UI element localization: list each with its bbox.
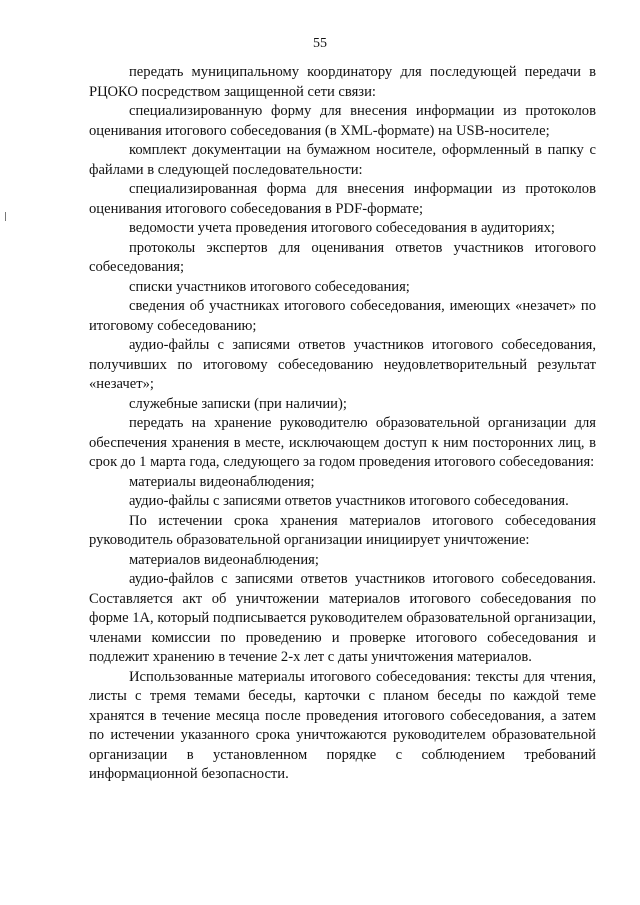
paragraph-11: передать на хранение руководителю образовательной организации для обеспечения хранения в месте, исключающем доступ к ним посторонних лиц, в срок до 1 марта года, следующего за годом проведения итогового собеседования: [89, 415, 596, 470]
paragraph-5: ведомости учета проведения итогового собеседования в аудиториях; [129, 220, 555, 236]
margin-mark [5, 212, 6, 221]
paragraph-15: материалов видеонаблюдения; [129, 551, 319, 568]
paragraph-10: служебные записки (при наличии); [129, 395, 347, 412]
paragraph-17: Использованные материалы итогового собеседования: тексты для чтения, листы с тремя темами беседы, карточки с планом беседы по каждой теме хранятся в течение месяца после проведения итогового собеседования, а затем по истечении указанного срока уничтожаются руководителем образовательной организации в установленном порядке с соблюдением требований информационной безопасности. [89, 668, 596, 782]
paragraph-7: списки участников итогового собеседования; [129, 278, 410, 295]
paragraph-13: аудио-файлы с записями ответов участников итогового собеседования. [129, 493, 569, 509]
paragraph-4: специализированная форма для внесения информации из протоколов оценивания итогового собеседования в PDF-формате; [89, 181, 596, 217]
page-number: 55 [313, 36, 327, 51]
paragraph-1: передать муниципальному координатору для последующей передачи в РЦОКО посредством защищенной сети связи: [89, 64, 596, 100]
paragraph-12: материалы видеонаблюдения; [129, 473, 315, 490]
body-text [89, 63, 596, 785]
paragraph-6: протоколы экспертов для оценивания ответов участников итогового собеседования; [89, 239, 596, 275]
paragraph-16: аудио-файлов с записями ответов участников итогового собеседования. Составляется акт об уничтожении материалов итогового собеседования по форме 1А, который подписывается руководителем образовательной организации, членами комиссии по проведению и проверке итогового собеседования и подлежит хранению в течение 2-х лет с даты уничтожения материалов. [89, 571, 596, 665]
paragraph-2: специализированную форму для внесения информации из протоколов оценивания итогового собеседования (в XML-формате) на USB-носителе; [89, 103, 596, 139]
paragraph-8: сведения об участниках итогового собеседования, имеющих «незачет» по итоговому собеседованию; [89, 298, 596, 334]
paragraph-9: аудио-файлы с записями ответов участников итогового собеседования, получивших по итоговому собеседованию неудовлетворительный результат «незачет»; [89, 337, 596, 392]
paragraph-14: По истечении срока хранения материалов итогового собеседования руководитель образовательной организации инициирует уничтожение: [89, 512, 596, 548]
paragraph-3: комплект документации на бумажном носителе, оформленный в папку с файлами в следующей последовательности: [89, 142, 596, 178]
